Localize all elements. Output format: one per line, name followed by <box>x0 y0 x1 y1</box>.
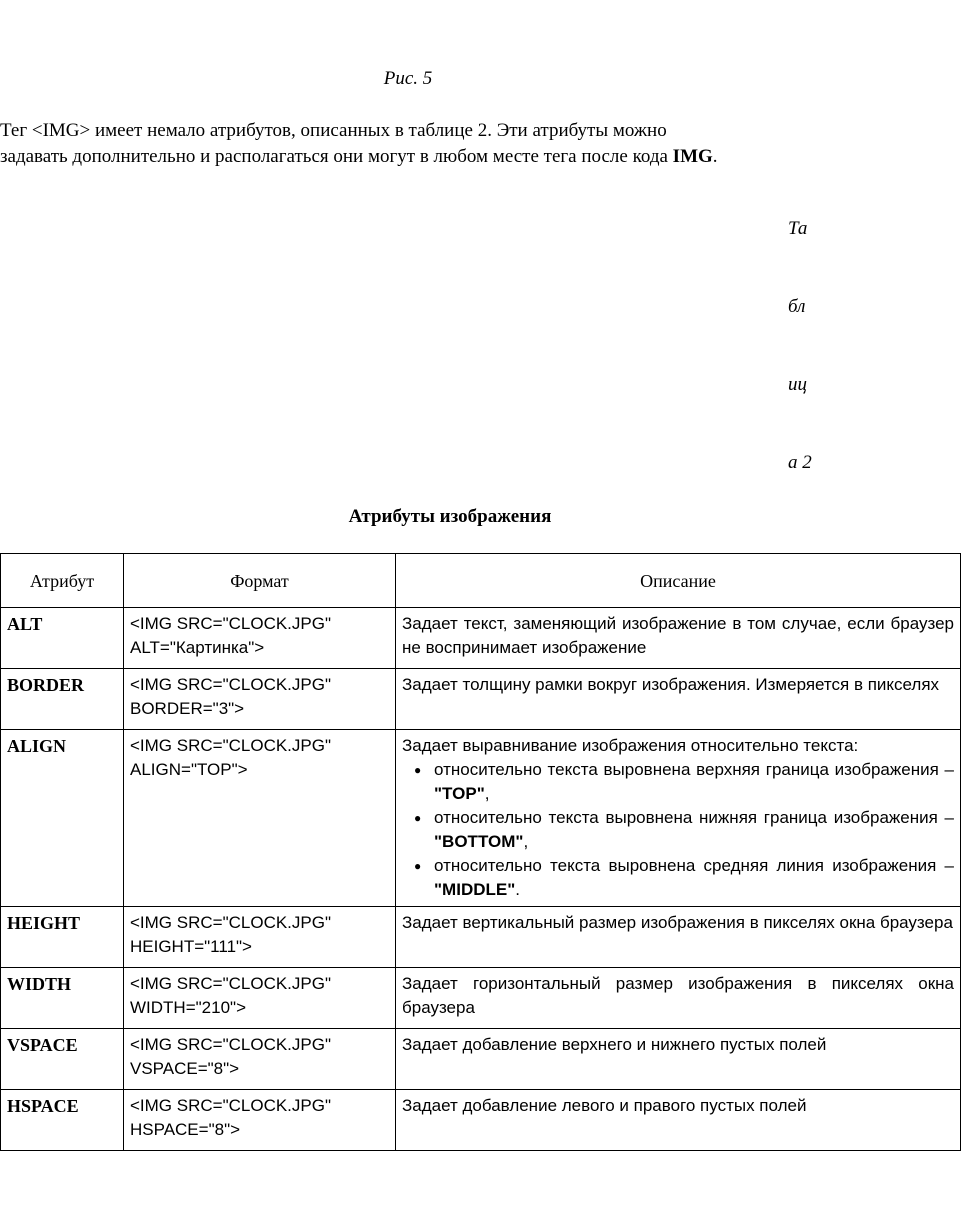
list-item <box>424 758 954 806</box>
attribute-description: Задает добавление верхнего и нижнего пустых полей <box>396 1029 961 1090</box>
table-row <box>1 907 961 968</box>
attribute-format <box>124 907 396 968</box>
list-item-keyword: "TOP" <box>434 784 485 803</box>
table-header-row <box>1 554 961 608</box>
list-item <box>424 806 954 854</box>
table-row <box>1 730 961 907</box>
attribute-format <box>124 730 396 907</box>
table-title: Атрибуты изображения <box>348 506 552 527</box>
attribute-name: VSPACE <box>1 1029 124 1090</box>
attributes-table <box>0 553 961 1151</box>
attribute-format <box>124 608 396 669</box>
header-attribute: Атрибут <box>1 554 124 608</box>
attribute-name: HSPACE <box>1 1090 124 1151</box>
attribute-description: Задает вертикальный размер изображения в пикселях окна браузера <box>396 907 961 968</box>
attribute-format <box>124 1029 396 1090</box>
format-line: BORDER="3"> <box>130 699 245 718</box>
format-line: WIDTH="210"> <box>130 998 246 1017</box>
attribute-format <box>124 1090 396 1151</box>
list-item-end: , <box>484 784 490 803</box>
description-intro: Задает выравнивание изображения относительно текста: <box>402 736 859 755</box>
attribute-name: HEIGHT <box>1 907 124 968</box>
attribute-description: Задает горизонтальный размер изображения в пикселях окна браузера <box>396 968 961 1029</box>
list-item-end: , <box>523 832 529 851</box>
format-line: <IMG SRC="CLOCK.JPG" <box>130 974 332 993</box>
format-line: <IMG SRC="CLOCK.JPG" <box>130 675 332 694</box>
format-line: <IMG SRC="CLOCK.JPG" <box>130 1035 332 1054</box>
attribute-name: BORDER <box>1 669 124 730</box>
attribute-name: ALIGN <box>1 730 124 907</box>
list-item <box>424 854 954 902</box>
intro-line-2-text: задавать дополнительно и располагаться они могут в любом месте тега после кода <box>0 146 673 167</box>
attribute-name: ALT <box>1 608 124 669</box>
table-row <box>1 968 961 1029</box>
list-item-text: относительно текста выровнена нижняя граница изображения – <box>434 808 954 827</box>
table-row <box>1 1029 961 1090</box>
format-line: <IMG SRC="CLOCK.JPG" <box>130 736 332 755</box>
header-format: Формат <box>124 554 396 608</box>
format-line: <IMG SRC="CLOCK.JPG" <box>130 614 332 633</box>
format-line: ALIGN="TOP"> <box>130 760 248 779</box>
intro-line-2 <box>0 144 816 170</box>
intro-line-2-keyword: IMG <box>672 146 713 167</box>
attribute-name: WIDTH <box>1 968 124 1029</box>
table-number-label-part: Та <box>788 218 808 239</box>
list-item-end: . <box>515 880 521 899</box>
table-row <box>1 1090 961 1151</box>
format-line: <IMG SRC="CLOCK.JPG" <box>130 1096 332 1115</box>
attribute-description: Задает толщину рамки вокруг изображения. Измеряется в пикселях <box>396 669 961 730</box>
table-number-label <box>788 164 812 502</box>
format-line: VSPACE="8"> <box>130 1059 240 1078</box>
attribute-format <box>124 968 396 1029</box>
table-number-label-part: а 2 <box>788 452 812 473</box>
list-item-text: относительно текста выровнена средняя линия изображения – <box>434 856 954 875</box>
list-item-text: относительно текста выровнена верхняя граница изображения – <box>434 760 954 779</box>
intro-line-1: Тег <IMG> имеет немало атрибутов, описанных в таблице 2. Эти атрибуты можно <box>0 120 667 141</box>
attribute-format <box>124 669 396 730</box>
format-line: HSPACE="8"> <box>130 1120 241 1139</box>
alignment-options-list <box>402 758 954 902</box>
intro-paragraph <box>0 118 816 170</box>
figure-caption: Рис. 5 <box>383 68 433 89</box>
table-row <box>1 608 961 669</box>
format-line: ALT="Картинка"> <box>130 638 265 657</box>
format-line: <IMG SRC="CLOCK.JPG" <box>130 913 332 932</box>
attribute-description: Задает текст, заменяющий изображение в том случае, если браузер не воспринимает изображение <box>396 608 961 669</box>
table-number-label-part: иц <box>788 374 807 395</box>
attribute-description <box>396 730 961 907</box>
list-item-keyword: "BOTTOM" <box>434 832 524 851</box>
format-line: HEIGHT="111"> <box>130 937 252 956</box>
attribute-description: Задает добавление левого и правого пустых полей <box>396 1090 961 1151</box>
intro-line-2-end: . <box>712 146 718 167</box>
table-number-label-part: бл <box>788 296 806 317</box>
table-row <box>1 669 961 730</box>
header-description: Описание <box>396 554 961 608</box>
list-item-keyword: "MIDDLE" <box>434 880 516 899</box>
